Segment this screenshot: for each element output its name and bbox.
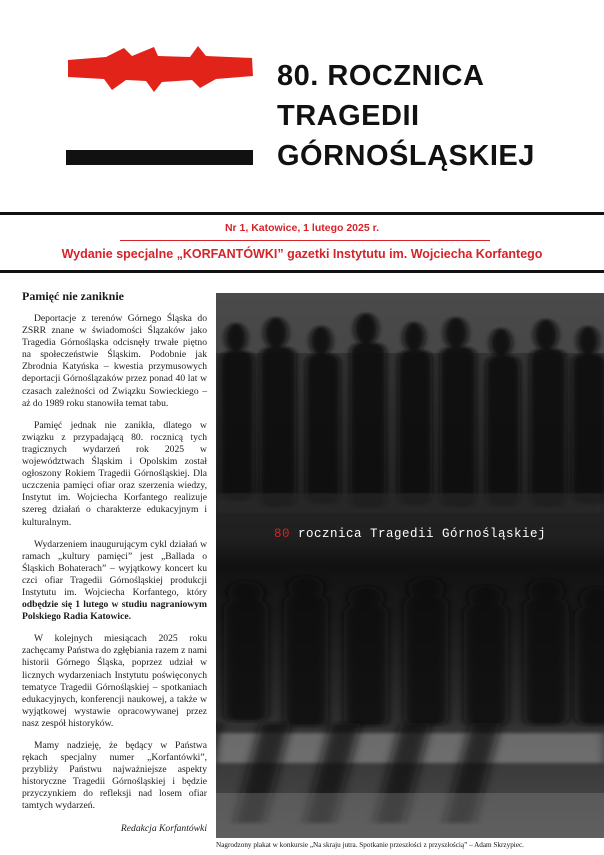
article-paragraph-1: Deportacje z terenów Górnego Śląska do ZSRR znane w świadomości Ślązaków jako Tragedia Górnośląska odcisnęły trwałe piętno na społeczeństwie Śląskim. Podobnie jak Zbrodnia Katyńska – kwestia przymusowych deportacji Górnoślązaków przez ponad 40 lat w czasach zależności od Związku Sowieckiego – aż do 1989 roku stanowiła temat tabu.: [22, 313, 207, 409]
article-paragraph-3: [22, 539, 207, 624]
divider-red: [120, 240, 490, 241]
issue-line: Nr 1, Katowice, 1 lutego 2025 r.: [224, 222, 380, 234]
article-paragraph-4: W kolejnych miesiącach 2025 roku zachęcamy Państwa do zgłębiania razem z nami historii Górnego Śląska, poprzez udział w licznych wydarzeniach Instytutu poświęconych tematyce Tragedii Górnośląskiej – spotkaniach edukacyjnych, konferencji naukowej, a także w wyjątkowej wystawie opracowywanej przez nasz zespół historyków.: [22, 633, 207, 729]
divider-bottom: [0, 270, 604, 273]
poster-image: [216, 293, 604, 838]
black-bar-logo: [66, 150, 253, 165]
poster-caption: Nagrodzony plakat w konkursie „Na skraju jutra. Spotkanie przeszłości z przyszłością” – Adam Skrzypiec.: [216, 841, 524, 849]
poster-title: [216, 527, 604, 541]
title-line-3: GÓRNOŚLĄSKIEJ: [277, 140, 535, 172]
article-column: [22, 289, 207, 845]
poster-number: 80: [273, 527, 290, 541]
article-paragraph-3-bold: odbędzie się 1 lutego w studiu nagraniowym Polskiego Radia Katowice.: [22, 599, 207, 623]
article-heading: Pamięć nie zaniknie: [22, 289, 124, 303]
article-paragraph-3-text: Wydarzeniem inaugurującym cykl działań w ramach „kultury pamięci” jest „Ballada o Śląskich Bohaterach” – wyjątkowy koncert ku czci ofiar Tragedii Górnośląskiej produkcji Instytutu im. Wojciecha Korfantego, który: [22, 538, 207, 598]
article-paragraph-2: Pamięć jednak nie zanikła, dlatego w związku z przypadającą 80. rocznicą tych tragicznych wydarzeń rok 2025 w województwach Śląskim i Opolskim został ogłoszony Rokiem Tragedii Górnośląskiej. Dla uczczenia pamięci ofiar oraz szerzenia wiedzy, Instytut im. Wojciecha Korfantego realizuje szereg działań o charakterze edukacyjnym i kulturalnym.: [22, 419, 207, 528]
barbed-wire-logo-icon: [66, 44, 254, 94]
title-line-2: TRAGEDII: [277, 100, 420, 132]
divider-top: [0, 212, 604, 215]
poster-title-text: rocznica Tragedii Górnośląskiej: [289, 527, 547, 541]
masthead-header: [0, 0, 604, 212]
edition-line: Wydanie specjalne „KORFANTÓWKI” gazetki Instytutu im. Wojciecha Korfantego: [61, 247, 543, 261]
title-line-1: 80. ROCZNICA: [277, 60, 485, 92]
page-title: [277, 56, 597, 176]
article-signature: Redakcja Korfantówki: [120, 822, 207, 834]
article-paragraph-5: Mamy nadzieję, że będący w Państwa rękach specjalny numer „Korfantówki”, przybliży Państwu najważniejsze aspekty historyczne Tragedii Górnośląskiej i będzie przyczynkiem do refleksji nad losem ofiar tamtych wydarzeń.: [22, 740, 207, 812]
poster-artwork: [216, 293, 604, 838]
